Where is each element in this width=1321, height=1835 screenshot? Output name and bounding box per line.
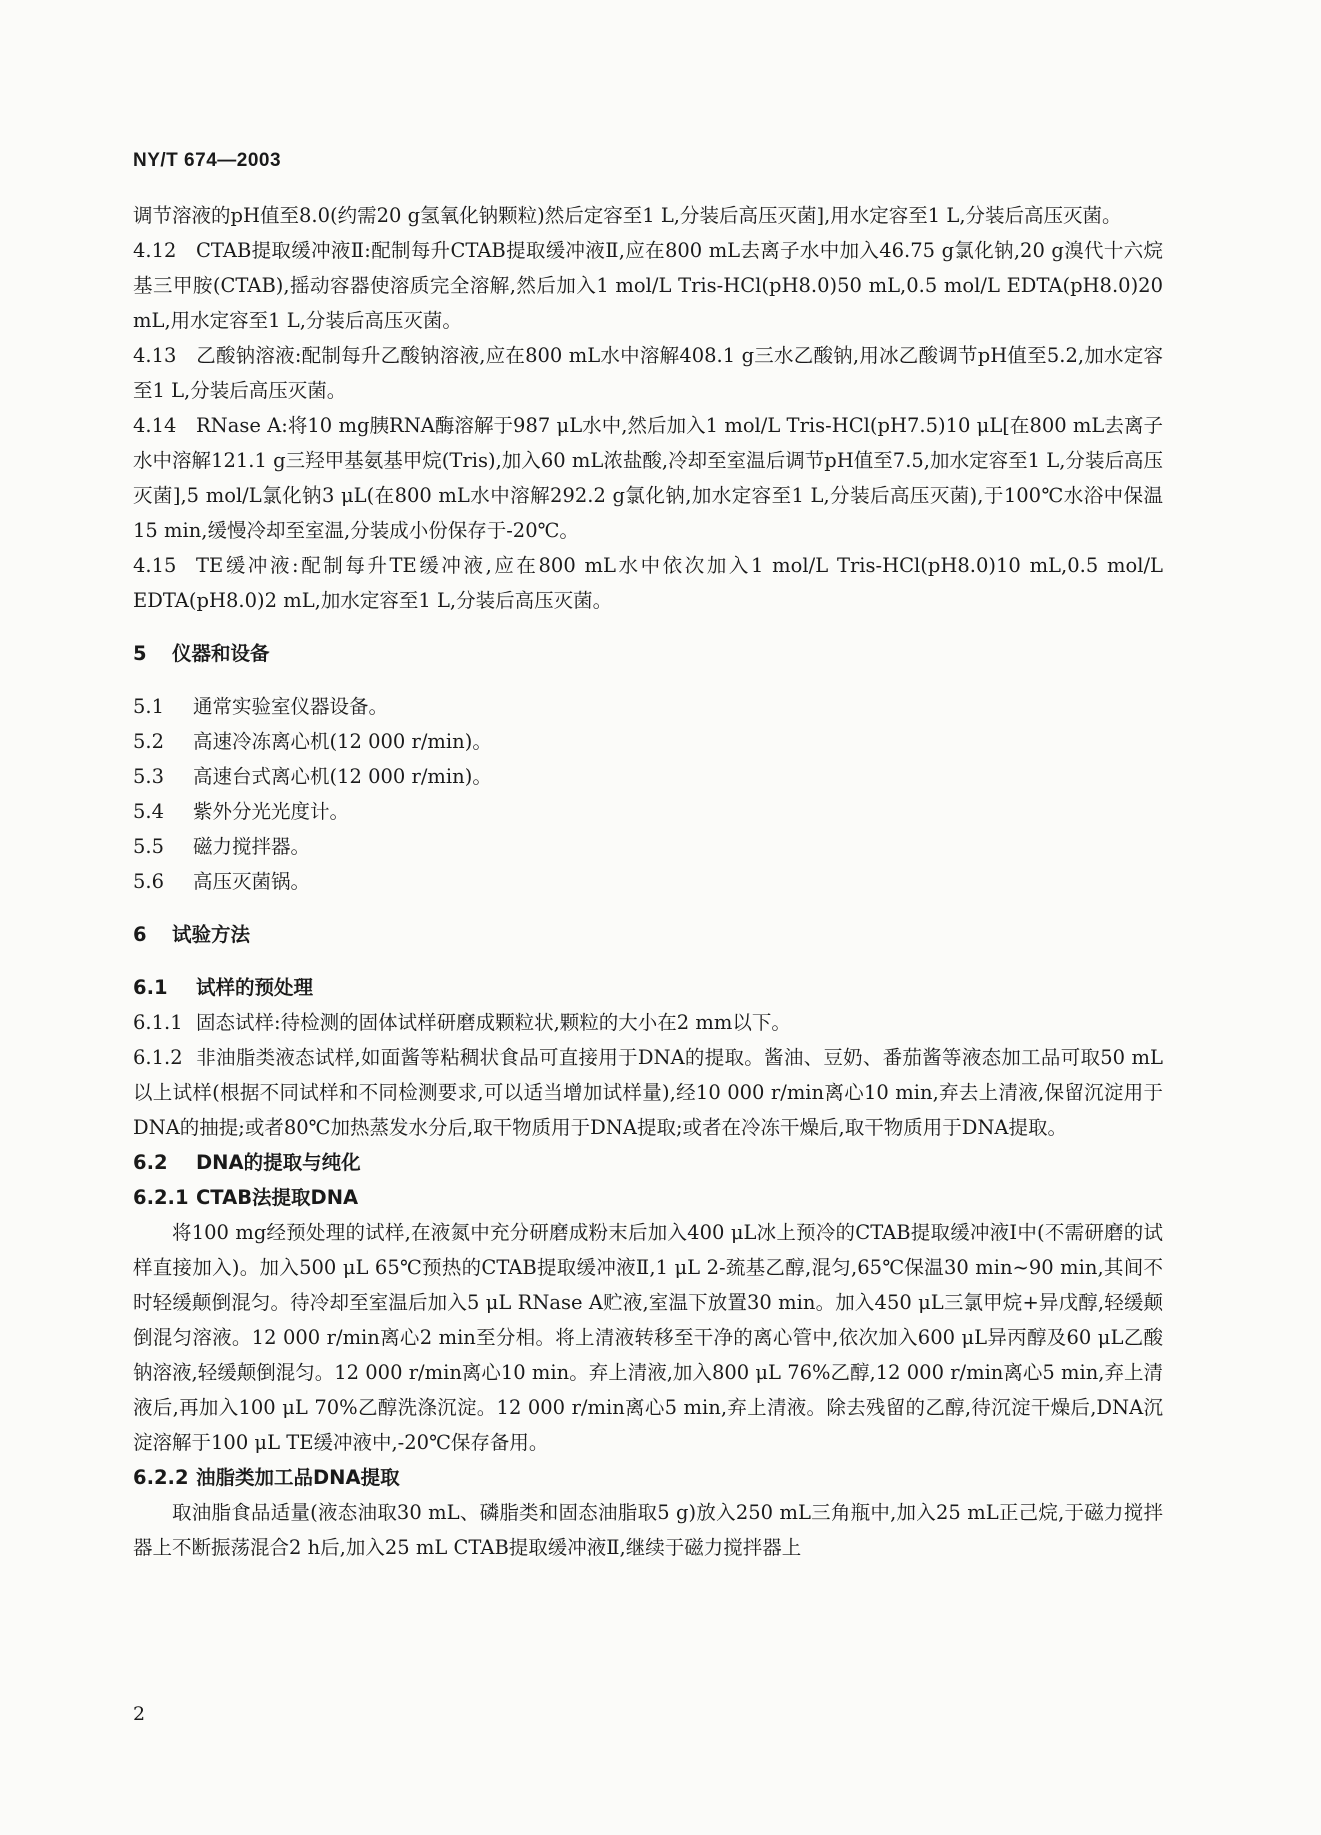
clause-4-12 [133,233,1163,338]
clause-text: TE缓冲液:配制每升TE缓冲液,应在800 mL水中依次加入1 mol/L Tris-HCl(pH8.0)10 mL,0.5 mol/L EDTA(pH8.0)2 mL,加水定容至1 L,分装后高压灭菌。 [133,554,1163,612]
document-body [133,198,1163,1565]
paragraph-6-2-1: 将100 mg经预处理的试样,在液氮中充分研磨成粉末后加入400 μL冰上预冷的CTAB提取缓冲液Ⅰ中(不需研磨的试样直接加入)。加入500 μL 65℃预热的CTAB提取缓冲液Ⅱ,1 μL 2-巯基乙醇,混匀,65℃保温30 min~90 min,其间不时轻缓颠倒混匀。待冷却至室温后加入5 μL RNase A贮液,室温下放置30 min。加入450 μL三氯甲烷+异戊醇,轻缓颠倒混匀溶液。12 000 r/min离心2 min至分相。将上清液转移至干净的离心管中,依次加入600 μL异丙醇及60 μL乙酸钠溶液,轻缓颠倒混匀。12 000 r/min离心10 min。弃上清液,加入800 μL 76%乙醇,12 000 r/min离心5 min,弃上清液后,再加入100 μL 70%乙醇洗涤沉淀。12 000 r/min离心5 min,弃上清液。除去残留的乙醇,待沉淀干燥后,DNA沉淀溶解于100 μL TE缓冲液中,-20℃保存备用。 [133,1221,1163,1454]
subsection-title: CTAB法提取DNA [196,1186,359,1209]
clause-text: CTAB提取缓冲液Ⅱ:配制每升CTAB提取缓冲液Ⅱ,应在800 mL去离子水中加入46.75 g氯化钠,20 g溴代十六烷基三甲胺(CTAB),摇动容器使溶质完全溶解,然后加入1 mol/L Tris-HCl(pH8.0)50 mL,0.5 mol/L EDTA(pH8.0)20 mL,用水定容至1 L,分装后高压灭菌。 [133,239,1163,332]
clause-number: 5.6 [133,870,165,893]
clause-5-4 [133,794,1163,829]
clause-text: 磁力搅拌器。 [193,835,311,858]
clause-number: 5.1 [133,695,165,718]
clause-text: 固态试样:待检测的固体试样研磨成颗粒状,颗粒的大小在2 mm以下。 [196,1011,791,1034]
clause-number: 5.5 [133,835,165,858]
subsection-number: 6.2.1 [133,1186,189,1209]
section-5-heading [133,636,1163,671]
standard-code: NY/T 674—2003 [133,150,282,171]
clause-4-13 [133,338,1163,408]
clause-number: 5.3 [133,765,165,788]
clause-number: 4.15 [133,554,177,577]
clause-text: 通常实验室仪器设备。 [193,695,389,718]
subsection-6-2-2-heading [133,1460,1163,1495]
clause-number: 6.1.1 [133,1011,183,1034]
continuation-paragraph: 调节溶液的pH值至8.0(约需20 g氢氧化钠颗粒)然后定容至1 L,分装后高压灭菌],用水定容至1 L,分装后高压灭菌。 [133,204,1122,227]
section-number: 6 [133,923,147,946]
subsection-number: 6.2 [133,1151,168,1174]
section-number: 5 [133,642,147,665]
subsection-6-1-heading [133,970,1163,1005]
clause-5-6 [133,864,1163,899]
clause-number: 5.4 [133,800,165,823]
subsection-6-2-1-heading [133,1180,1163,1215]
section-title: 试验方法 [172,923,251,946]
subsection-title: 试样的预处理 [196,976,314,999]
section-6-heading [133,917,1163,952]
subsection-number: 6.2.2 [133,1466,189,1489]
page-number: 2 [133,1703,146,1725]
clause-text: 紫外分光光度计。 [193,800,350,823]
clause-4-15 [133,548,1163,618]
clause-6-1-2 [133,1040,1163,1145]
clause-number: 4.13 [133,344,177,367]
clause-5-1 [133,689,1163,724]
clause-number: 6.1.2 [133,1046,183,1069]
clause-5-5 [133,829,1163,864]
subsection-number: 6.1 [133,976,168,999]
clause-text: 高速冷冻离心机(12 000 r/min)。 [193,730,492,753]
clause-text: 高速台式离心机(12 000 r/min)。 [193,765,492,788]
clause-text: 高压灭菌锅。 [193,870,311,893]
section-title: 仪器和设备 [172,642,270,665]
subsection-6-2-heading [133,1145,1163,1180]
clause-5-3 [133,759,1163,794]
clause-text: 乙酸钠溶液:配制每升乙酸钠溶液,应在800 mL水中溶解408.1 g三水乙酸钠,用冰乙酸调节pH值至5.2,加水定容至1 L,分装后高压灭菌。 [133,344,1163,402]
clause-number: 4.14 [133,414,177,437]
clause-4-14 [133,408,1163,548]
clause-6-1-1 [133,1005,1163,1040]
clause-number: 5.2 [133,730,165,753]
clause-text: 非油脂类液态试样,如面酱等粘稠状食品可直接用于DNA的提取。酱油、豆奶、番茄酱等液态加工品可取50 mL以上试样(根据不同试样和不同检测要求,可以适当增加试样量),经10 000 r/min离心10 min,弃去上清液,保留沉淀用于DNA的抽提;或者80℃加热蒸发水分后,取干物质用于DNA提取;或者在冷冻干燥后,取干物质用于DNA提取。 [133,1046,1163,1139]
clause-text: RNase A:将10 mg胰RNA酶溶解于987 μL水中,然后加入1 mol/L Tris-HCl(pH7.5)10 μL[在800 mL去离子水中溶解121.1 g三羟甲基氨基甲烷(Tris),加入60 mL浓盐酸,冷却至室温后调节pH值至7.5,加水定容至1 L,分装后高压灭菌],5 mol/L氯化钠3 μL(在800 mL水中溶解292.2 g氯化钠,加水定容至1 L,分装后高压灭菌),于100℃水浴中保温15 min,缓慢冷却至室温,分装成小份保存于-20℃。 [133,414,1163,542]
subsection-title: 油脂类加工品DNA提取 [196,1466,400,1489]
clause-5-2 [133,724,1163,759]
subsection-title: DNA的提取与纯化 [196,1151,361,1174]
clause-number: 4.12 [133,239,177,262]
paragraph-6-2-2: 取油脂食品适量(液态油取30 mL、磷脂类和固态油脂取5 g)放入250 mL三角瓶中,加入25 mL正己烷,于磁力搅拌器上不断振荡混合2 h后,加入25 mL CTAB提取缓冲液Ⅱ,继续于磁力搅拌器上 [133,1501,1163,1559]
